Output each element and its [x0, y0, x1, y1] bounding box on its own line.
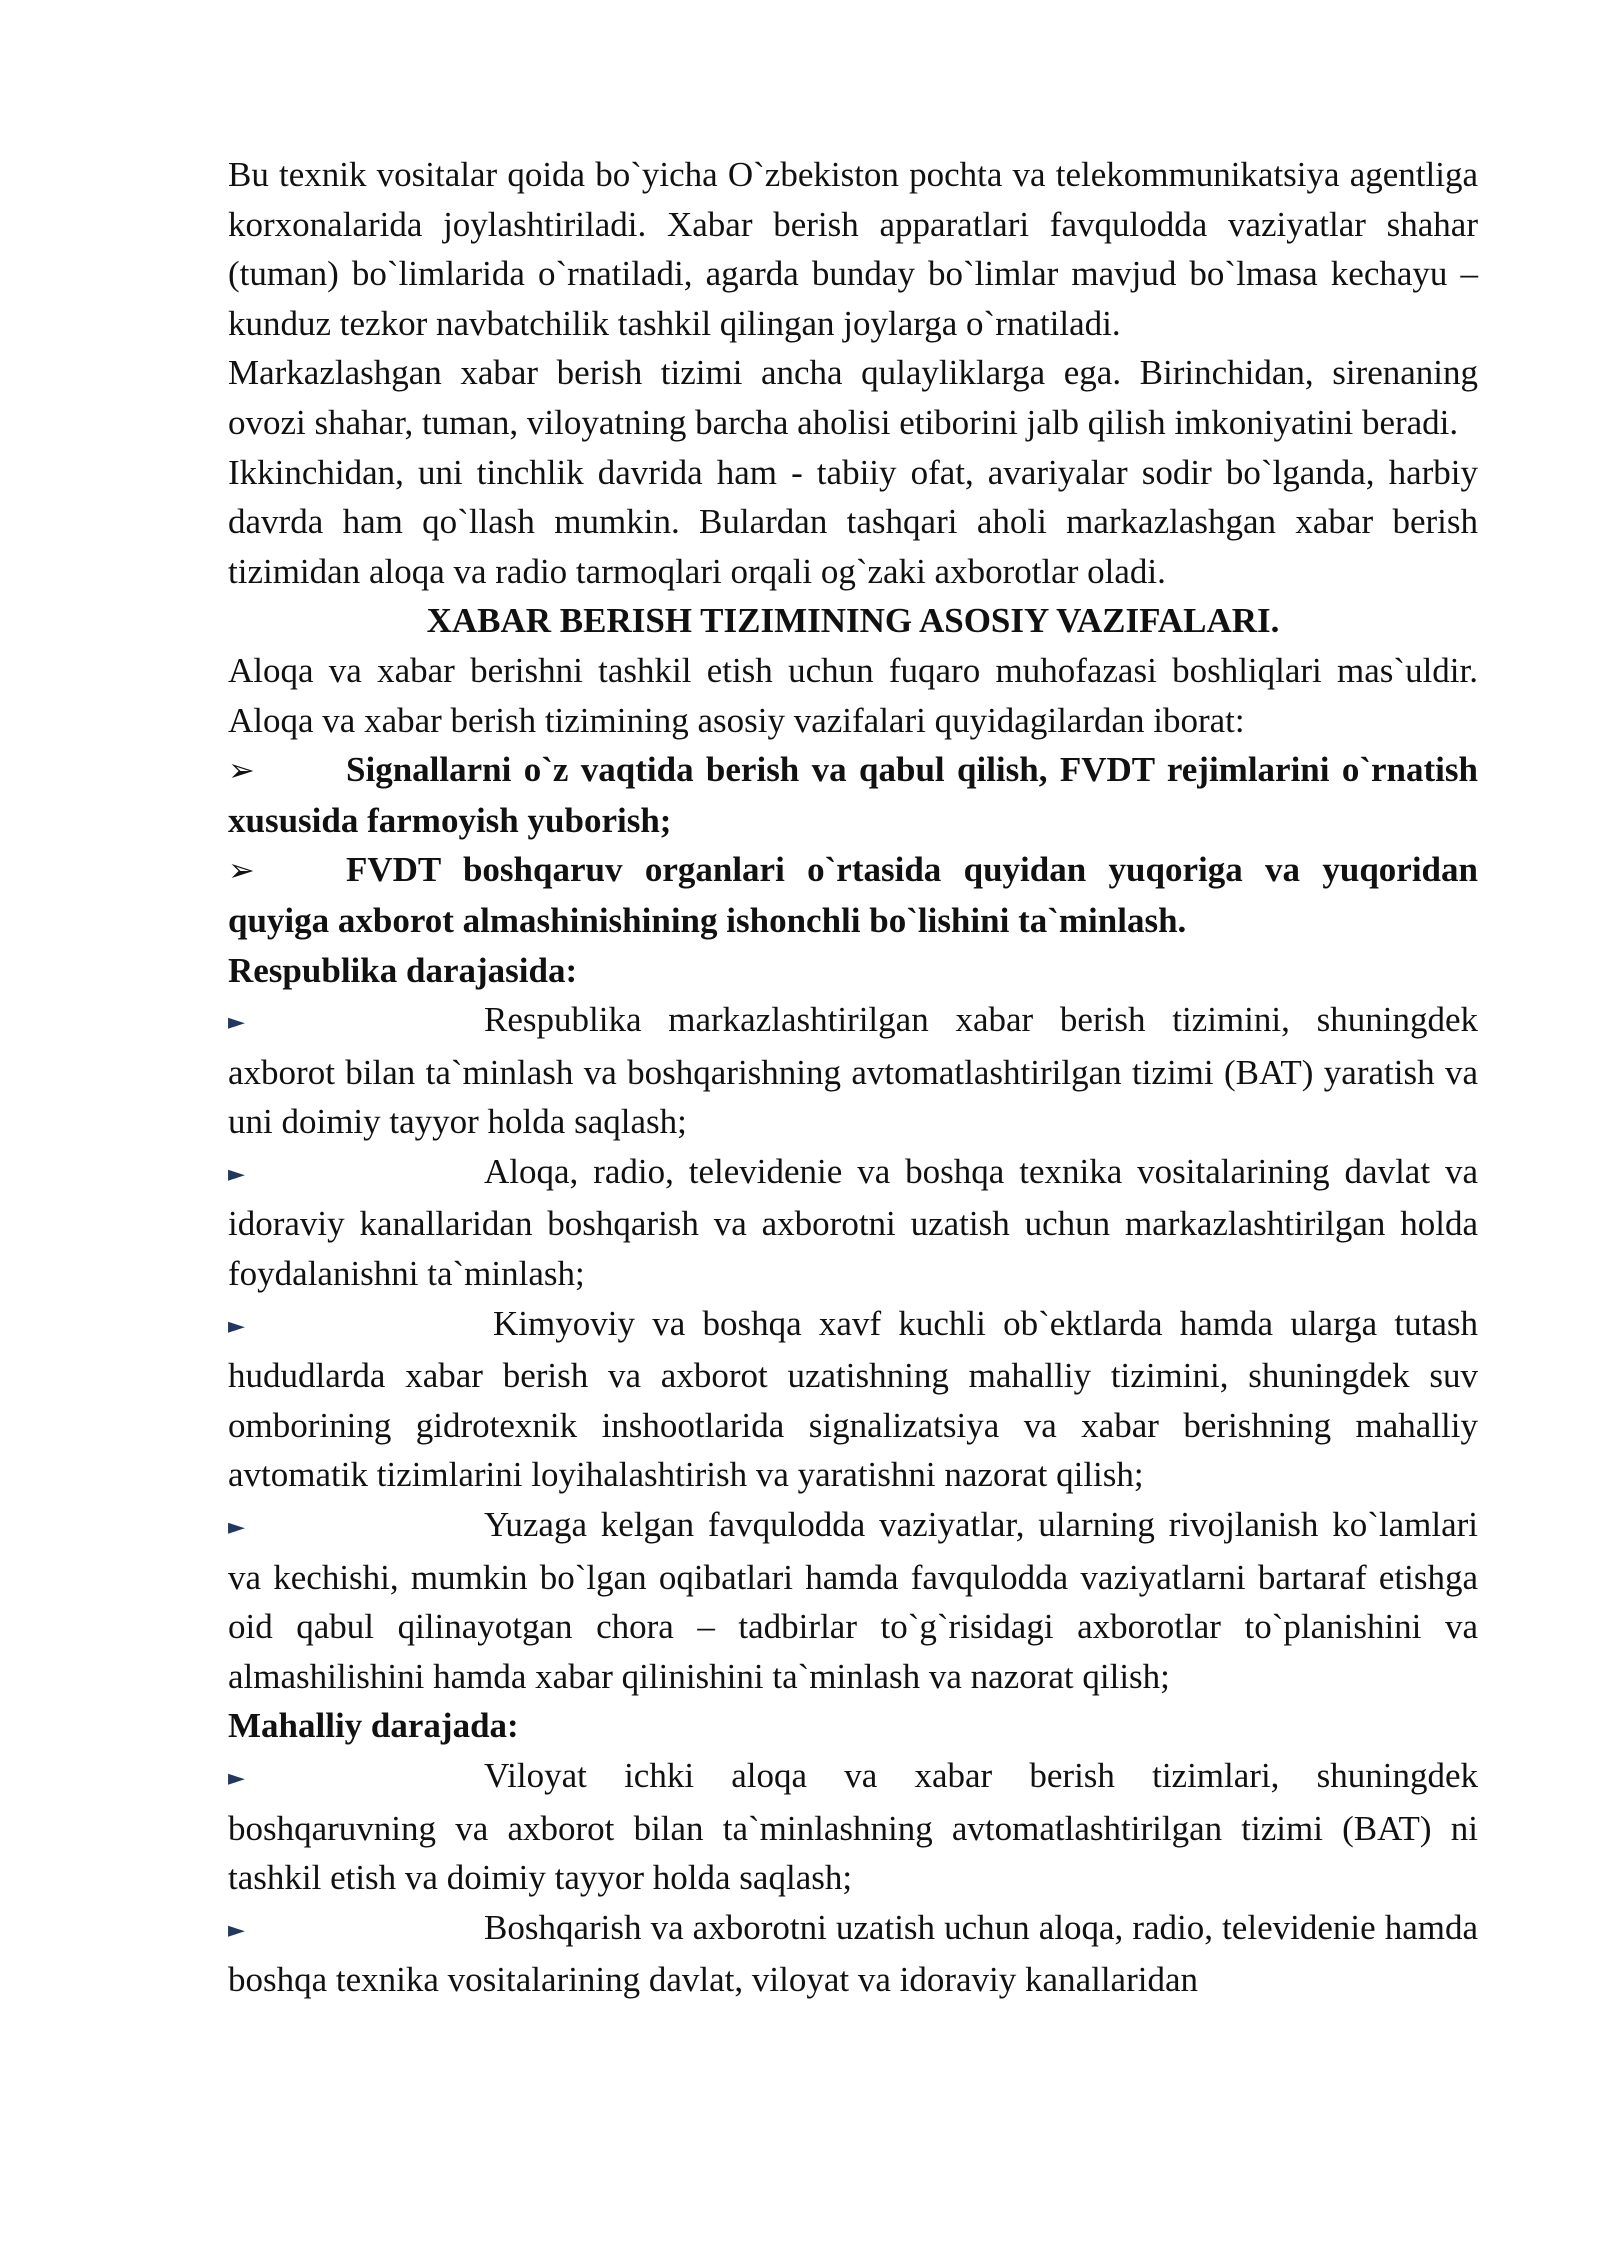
local-list-item-text: Boshqarish va axborotni uzatish uchun aloqa, radio, televidenie hamda boshqa texnika vositalarining davlat, viloyat va idoraviy kanallaridan [228, 1907, 1478, 2000]
republic-list-item [228, 995, 1478, 1147]
arrow-list-item-text: FVDT boshqaruv organlari o`rtasida quyidan yuqoriga va yuqoridan quyiga axborot almashinishining ishonchli bo`lishini ta`minlash. [228, 850, 1478, 940]
local-list-item-text: Viloyat ichki aloqa va xabar berish tizimlari, shuningdek boshqaruvning va axborot bilan ta`minlashning avtomatlashtirilgan tizimi (BAT) ni tashkil etish va doimiy tayyor holda saqlash; [228, 1756, 1478, 1898]
triangle-bullet-icon: ► [228, 1161, 245, 1187]
paragraph-secondly: Ikkinchidan, uni tinchlik davrida ham - tabiiy ofat, avariyalar sodir bo`lganda, harbiy davrda ham qo`llash mumkin. Bulardan tashqari aholi markazlashgan xabar berish tizimidan aloqa va radio tarmoqlari orqali og`zaki axborotlar oladi. [228, 452, 1478, 591]
triangle-bullet-icon: ► [228, 1515, 245, 1541]
triangle-bullet-icon: ► [228, 1010, 245, 1036]
republic-level-heading: Respublika darajasida: [228, 950, 578, 990]
triangle-bullet-icon: ► [228, 1313, 245, 1339]
republic-list-item [228, 1147, 1478, 1299]
local-list-item [228, 1751, 1478, 1903]
republic-list-item-text: Yuzaga kelgan favqulodda vaziyatlar, ularning rivojlanish ko`lamlari va kechishi, mumkin bo`lgan oqibatlari hamda favqulodda vaziyatlarni bartaraf etishga oid qabul qilinayotgan chora – tadbirlar to`g`risidagi axborotlar to`planishini va almashilishini hamda xabar qilinishini ta`minlash va nazorat qilish; [228, 1505, 1478, 1696]
arrow-list-item [228, 745, 1478, 845]
arrow-list-item-text: Signallarni o`z vaqtida berish va qabul qilish, FVDT rejimlarini o`rnatish xususida farmoyish yuborish; [228, 750, 1478, 840]
republic-list-item [228, 1500, 1478, 1701]
arrow-list-item [228, 845, 1478, 945]
section-heading: XABAR BERISH TIZIMINING ASOSIY VAZIFALARI. [426, 601, 1280, 641]
arrow-bullet-icon: ➢ [228, 751, 255, 790]
republic-list-item-text: Kimyoviy va boshqa xavf kuchli ob`ektlarda hamda ularga tutash hududlarda xabar berish va axborot uzatishning mahalliy tizimini, shuningdek suv omborining gidrotexnik inshootlarida signalizatsiya va xabar berishning mahalliy avtomatik tizimlarini loyihalashtirish va yaratishni nazorat qilish; [228, 1303, 1478, 1495]
local-list-item [228, 1903, 1478, 2005]
republic-list-item-text: Aloqa, radio, televidenie va boshqa texnika vositalarining davlat va idoraviy kanallaridan boshqarish va axborotni uzatish uchun markazlashtirilgan holda foydalanishni ta`minlash; [228, 1151, 1478, 1294]
triangle-bullet-icon: ► [228, 1917, 245, 1943]
paragraph-centralized-system: Markazlashgan xabar berish tizimi ancha qulayliklarga ega. Birinchidan, sirenaning ovozi shahar, tuman, viloyatning barcha aholisi etiborini jalb qilish imkoniyatini beradi. [228, 353, 1478, 442]
document-body [228, 150, 1478, 2005]
triangle-bullet-icon: ► [228, 1766, 245, 1791]
paragraph-technical-means: Bu texnik vositalar qoida bo`yicha O`zbekiston pochta va telekommunikatsiya agentliga korxonalarida joylashtiriladi. Xabar berish apparatlari favqulodda vaziyatlar shahar (tuman) bo`limlarida o`rnatiladi, agarda bunday bo`limlar mavjud bo`lmasa kechayu – kunduz tezkor navbatchilik tashkil qilingan joylarga o`rnatiladi. [228, 155, 1478, 343]
republic-list-item-text: Respublika markazlashtirilgan xabar berish tizimini, shuningdek axborot bilan ta`minlash va boshqarishning avtomatlashtirilgan tizimi (BAT) yaratish va uni doimiy tayyor holda saqlash; [228, 1000, 1478, 1142]
republic-list-item [228, 1299, 1478, 1500]
local-level-heading: Mahalliy darajada: [228, 1706, 519, 1746]
arrow-bullet-icon: ➢ [228, 851, 255, 890]
paragraph-responsibility: Aloqa va xabar berishni tashkil etish uchun fuqaro muhofazasi boshliqlari mas`uldir. Aloqa va xabar berish tizimining asosiy vazifalari quyidagilardan iborat: [228, 650, 1478, 740]
